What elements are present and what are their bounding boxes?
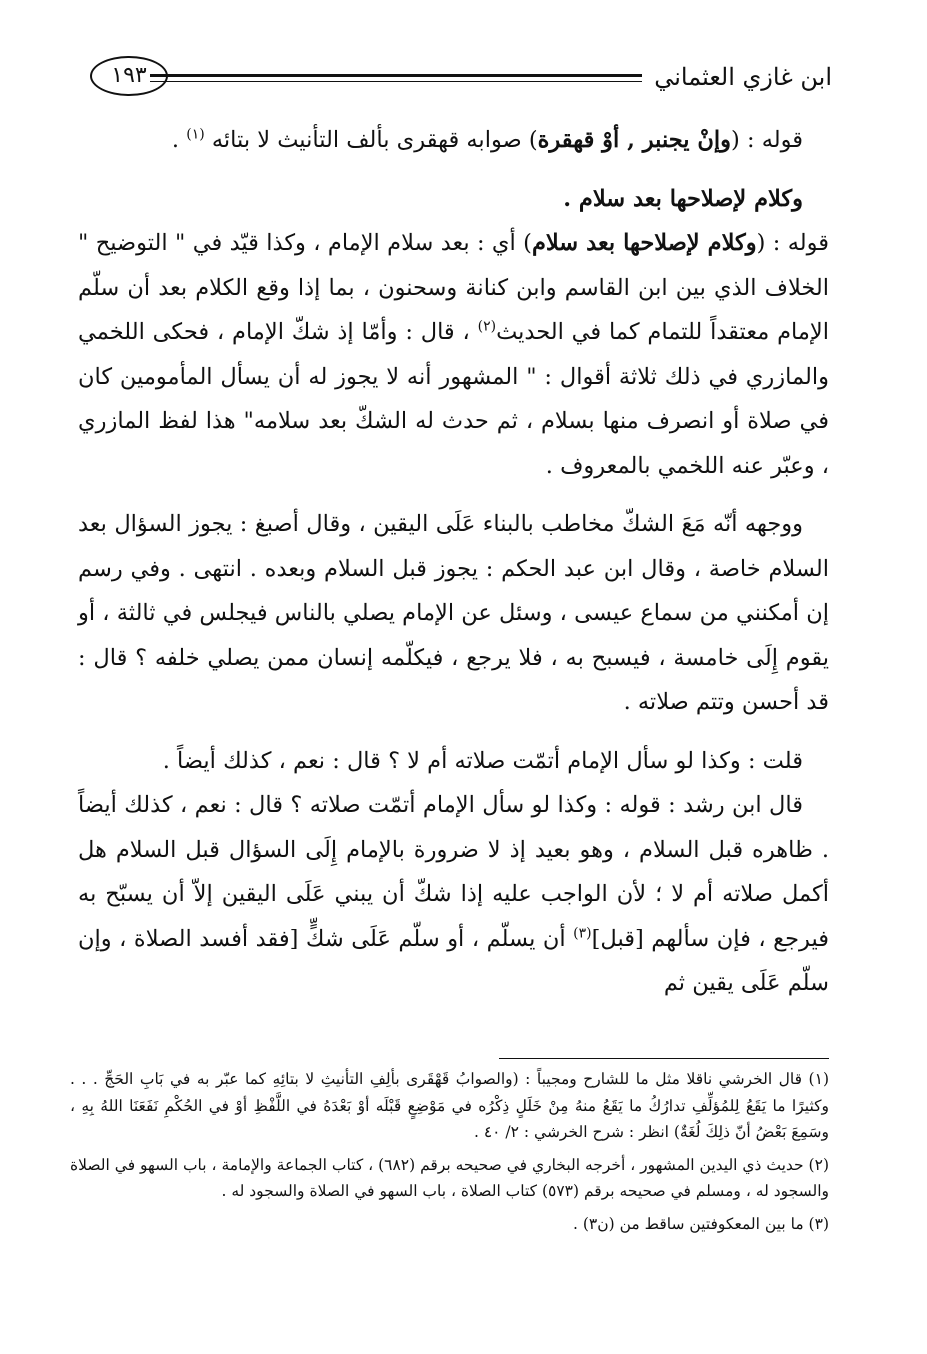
running-title: ابن غازي العثماني <box>654 63 832 91</box>
paragraph-4: قلت : وكذا لو سأل الإمام أتمّت صلاته أم لا ؟ قال : نعم ، كذلك أيضاً . <box>162 747 803 774</box>
section-heading: وكلام لإصلاحها بعد سلام . <box>563 185 803 212</box>
para1-prefix: قوله : ( <box>731 127 803 153</box>
para1-suffix: ) صوابه قهقرى بألف التأنيث لا بتائه <box>211 127 538 153</box>
para2-prefix: قوله : ( <box>756 230 829 256</box>
footnotes <box>70 1066 829 1243</box>
footnote-ref-1[interactable]: (١) <box>186 126 205 143</box>
footnote-separator <box>499 1058 829 1059</box>
para5-text-a: قال ابن رشد : قوله : وكذا لو سأل الإمام أتمّت صلاته ؟ قال : نعم ، كذلك أيضاً . ظاهره قبل السلام ، وهو بعيد إذ لا ضرورة بالإمام إِلَى السؤال قبل السلام هل أكمل صلاته أم لا ؛ لأن الواجب عليه إذا شكّ أن يبني عَلَى اليقين إلاّ أن يسبّح به فيرجع ، فإن سألهم [قبل] <box>78 792 829 952</box>
paragraph-3: ووجهه أنّه مَعَ الشكّ مخاطب بالبناء عَلَى اليقين ، وقال أصبغ : يجوز السؤال بعد السلام خاصة ، وقال ابن عبد الحكم : يجوز قبل السلام وبعده . انتهى . وفي رسم إن أمكنني من سماع عيسى ، وسئل عن الإمام يصلي بالناس فيجلس في ثالثة ، أو يقوم إِلَى خامسة ، فيسبح به ، فلا يرجع ، فيكلّمه إنسان ممن يصلي خلفه ؟ قال : قد أحسن وتتم صلاته . <box>78 511 829 715</box>
footnote-1: (١) قال الخرشي ناقلا مثل ما للشارح ومجيباً : (والصوابُ قَهْقَرى بألِفِ التأنيثِ لا بتائِهِ كما عبّر به في بَابِ الحَجِّ . . . وكثيرًا ما يَقَعُ لِلمُؤلِّفِ تدارُكُ ما يَقَعُ منهُ مِنْ خَلَلٍ ذِكْرُه في مَوْضِعٍ قَبْلَه أوْ بَعْدَهُ في اللَّفْظِ أوْ في الحُكْمِ نَفَعَنَا اللهُ بِهِ ، وسَمِعَ بَعْضُ أنّ ذلِكَ لُغَةٌ) انظر : شرح الخرشي : ٢/ ٤٠ . <box>70 1070 829 1141</box>
footnote-ref-3[interactable]: (٣) <box>573 925 592 941</box>
para2-lemma: وكلام لإصلاحها بعد سلام <box>531 230 757 256</box>
para1-lemma: وإنْ يجنبر , أوْ قهقرة <box>537 127 732 153</box>
spacer <box>78 163 829 177</box>
page-number: ١٩٣ <box>90 56 168 96</box>
footnote-ref-2[interactable]: (٢) <box>477 318 497 335</box>
header-rule <box>150 74 642 82</box>
para2-text-a: ) أي : بعد سلام الإمام ، وكذا قيّد في " التوضيح " الخلاف الذي بين ابن القاسم وابن كنانة وسحنون ، بما إذا وقع الكلام بعد أن سلّم الإمام معتقداً للتمام كما في الحديث <box>78 230 829 345</box>
para2-text-b: ، قال : وأمّا إذ شكّ الإمام ، فحكى اللخمي والمازري في ذلك ثلاثة أقوال : " المشهور أنه لا يجوز له أن يسأل المأمومين كان في صلاة أو انصرف منها بسلام ، ثم حدث له الشكّ بعد سلامه" هذا لفظ المازري ، وعبّر عنه اللخمي بالمعروف . <box>78 319 829 479</box>
paragraph-2 <box>78 221 829 488</box>
main-text <box>78 118 829 1006</box>
footnote-3: (٣) ما بين المعكوفتين ساقط من (ن٣) . <box>572 1214 829 1233</box>
paragraph-5 <box>78 783 829 1006</box>
para5-text-b: أن يسلّم ، أو سلّم عَلَى شكٍّ [فقد أفسد الصلاة ، وإن سلّم عَلَى يقين ثم <box>78 925 829 996</box>
spacer <box>78 725 829 739</box>
paragraph-1 <box>78 118 829 163</box>
page-header <box>80 48 832 108</box>
footnote-2: (٢) حديث ذي اليدين المشهور ، أخرجه البخاري في صحيحه برقم (٦٨٢) ، كتاب الجماعة والإمامة ، باب السهو في الصلاة والسجود له ، ومسلم في صحيحه برقم (٥٧٣) كتاب الصلاة ، باب السهو في الصلاة والسجود له . <box>70 1155 829 1200</box>
spacer <box>78 488 829 502</box>
para1-end: . <box>171 127 187 153</box>
